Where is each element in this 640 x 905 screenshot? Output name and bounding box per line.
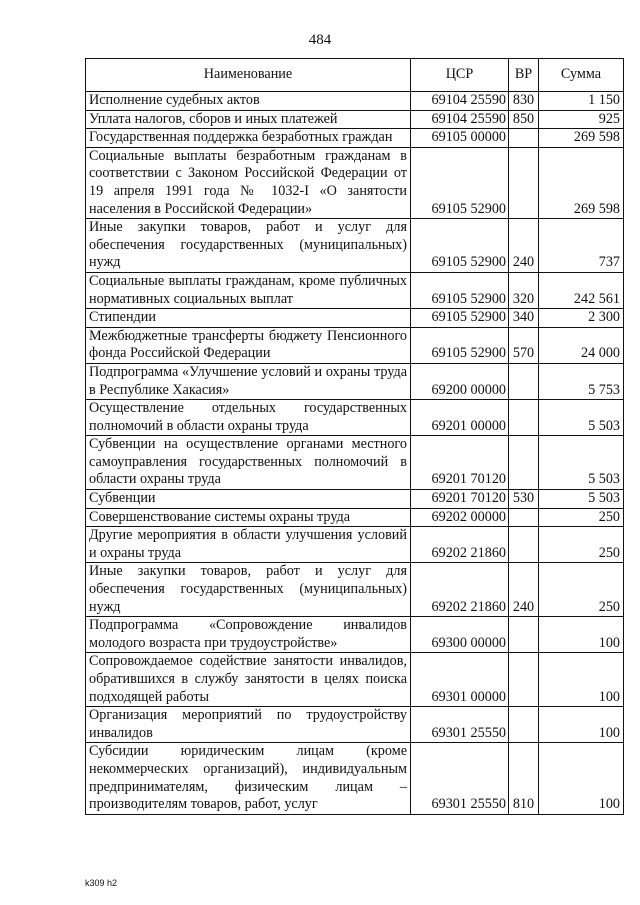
table-header-row	[86, 59, 624, 92]
cell-csr: 69301 25550	[411, 707, 509, 743]
cell-vr: 570	[509, 327, 539, 363]
table-row	[86, 508, 624, 527]
cell-sum: 5 503	[539, 400, 624, 436]
table-row	[86, 490, 624, 509]
cell-vr: 810	[509, 743, 539, 814]
page-number: 484	[308, 32, 332, 48]
cell-sum: 5 503	[539, 436, 624, 490]
cell-csr: 69104 25590	[411, 92, 509, 111]
cell-name: Государственная поддержка безработных граждан	[86, 129, 411, 148]
cell-sum: 269 598	[539, 129, 624, 148]
cell-sum: 24 000	[539, 327, 624, 363]
cell-csr: 69105 52900	[411, 272, 509, 308]
cell-vr	[509, 653, 539, 707]
table-row	[86, 272, 624, 308]
cell-csr: 69105 52900	[411, 219, 509, 273]
cell-name: Иные закупки товаров, работ и услуг для обеспечения государственных (муниципальных) нужд	[86, 219, 411, 273]
cell-csr: 69201 70120	[411, 436, 509, 490]
cell-csr: 69301 00000	[411, 653, 509, 707]
cell-name: Осуществление отдельных государственных полномочий в области охраны труда	[86, 400, 411, 436]
cell-csr: 69105 52900	[411, 309, 509, 328]
table-row	[86, 743, 624, 814]
table-row	[86, 147, 624, 218]
cell-vr	[509, 129, 539, 148]
cell-sum: 100	[539, 617, 624, 653]
table-row	[86, 363, 624, 399]
cell-name: Социальные выплаты гражданам, кроме публичных нормативных социальных выплат	[86, 272, 411, 308]
cell-sum: 925	[539, 110, 624, 129]
cell-vr: 530	[509, 490, 539, 509]
table-row	[86, 92, 624, 111]
cell-sum: 100	[539, 653, 624, 707]
cell-name: Подпрограмма «Сопровождение инвалидов молодого возраста при трудоустройстве»	[86, 617, 411, 653]
cell-name: Социальные выплаты безработным гражданам в соответствии с Законом Российской Федерации от 19 апреля 1991 года № 1032-I «О занятости населения в Российской Федерации»	[86, 147, 411, 218]
cell-name: Субвенции на осуществление органами местного самоуправления государственных полномочий в области охраны труда	[86, 436, 411, 490]
table-row	[86, 563, 624, 617]
cell-sum: 737	[539, 219, 624, 273]
cell-sum: 1 150	[539, 92, 624, 111]
table-row	[86, 400, 624, 436]
cell-vr: 340	[509, 309, 539, 328]
cell-name: Подпрограмма «Улучшение условий и охраны труда в Республике Хакасия»	[86, 363, 411, 399]
cell-sum: 100	[539, 743, 624, 814]
cell-vr	[509, 147, 539, 218]
table-row	[86, 129, 624, 148]
cell-vr: 240	[509, 563, 539, 617]
cell-vr	[509, 436, 539, 490]
cell-sum: 250	[539, 508, 624, 527]
cell-csr: 69202 21860	[411, 563, 509, 617]
cell-csr: 69104 25590	[411, 110, 509, 129]
cell-vr	[509, 527, 539, 563]
cell-vr: 850	[509, 110, 539, 129]
cell-csr: 69301 25550	[411, 743, 509, 814]
table-row	[86, 309, 624, 328]
cell-name: Межбюджетные трансферты бюджету Пенсионного фонда Российской Федерации	[86, 327, 411, 363]
cell-sum: 250	[539, 527, 624, 563]
table-row	[86, 110, 624, 129]
table-row	[86, 436, 624, 490]
table-row	[86, 219, 624, 273]
cell-vr	[509, 400, 539, 436]
cell-csr: 69202 00000	[411, 508, 509, 527]
cell-vr: 830	[509, 92, 539, 111]
cell-csr: 69200 00000	[411, 363, 509, 399]
cell-sum: 100	[539, 707, 624, 743]
cell-name: Другие мероприятия в области улучшения условий и охраны труда	[86, 527, 411, 563]
cell-name: Исполнение судебных актов	[86, 92, 411, 111]
cell-vr: 240	[509, 219, 539, 273]
cell-sum: 269 598	[539, 147, 624, 218]
cell-csr: 69201 70120	[411, 490, 509, 509]
cell-vr	[509, 707, 539, 743]
cell-sum: 2 300	[539, 309, 624, 328]
table-row	[86, 707, 624, 743]
cell-csr: 69202 21860	[411, 527, 509, 563]
footer-code: k309 h2	[85, 878, 118, 888]
table-row	[86, 327, 624, 363]
cell-csr: 69201 00000	[411, 400, 509, 436]
cell-name: Субсидии юридическим лицам (кроме некоммерческих организаций), индивидуальным предпринимателям, физическим лицам – производителям товаров, работ, услуг	[86, 743, 411, 814]
cell-sum: 5 503	[539, 490, 624, 509]
cell-name: Стипендии	[86, 309, 411, 328]
header-vr: ВР	[509, 59, 539, 92]
header-sum: Сумма	[539, 59, 624, 92]
cell-sum: 242 561	[539, 272, 624, 308]
cell-vr: 320	[509, 272, 539, 308]
cell-vr	[509, 508, 539, 527]
cell-name: Совершенствование системы охраны труда	[86, 508, 411, 527]
cell-sum: 250	[539, 563, 624, 617]
cell-name: Уплата налогов, сборов и иных платежей	[86, 110, 411, 129]
cell-csr: 69300 00000	[411, 617, 509, 653]
cell-name: Иные закупки товаров, работ и услуг для обеспечения государственных (муниципальных) нужд	[86, 563, 411, 617]
cell-sum: 5 753	[539, 363, 624, 399]
budget-table	[85, 58, 624, 815]
cell-name: Организация мероприятий по трудоустройству инвалидов	[86, 707, 411, 743]
cell-vr	[509, 617, 539, 653]
header-csr: ЦСР	[411, 59, 509, 92]
table-body	[86, 92, 624, 815]
cell-name: Сопровождаемое содействие занятости инвалидов, обратившихся в службу занятости в целях поиска подходящей работы	[86, 653, 411, 707]
cell-csr: 69105 52900	[411, 327, 509, 363]
cell-csr: 69105 52900	[411, 147, 509, 218]
cell-name: Субвенции	[86, 490, 411, 509]
table-row	[86, 653, 624, 707]
header-name: Наименование	[86, 59, 411, 92]
cell-vr	[509, 363, 539, 399]
cell-csr: 69105 00000	[411, 129, 509, 148]
table-row	[86, 527, 624, 563]
table-row	[86, 617, 624, 653]
